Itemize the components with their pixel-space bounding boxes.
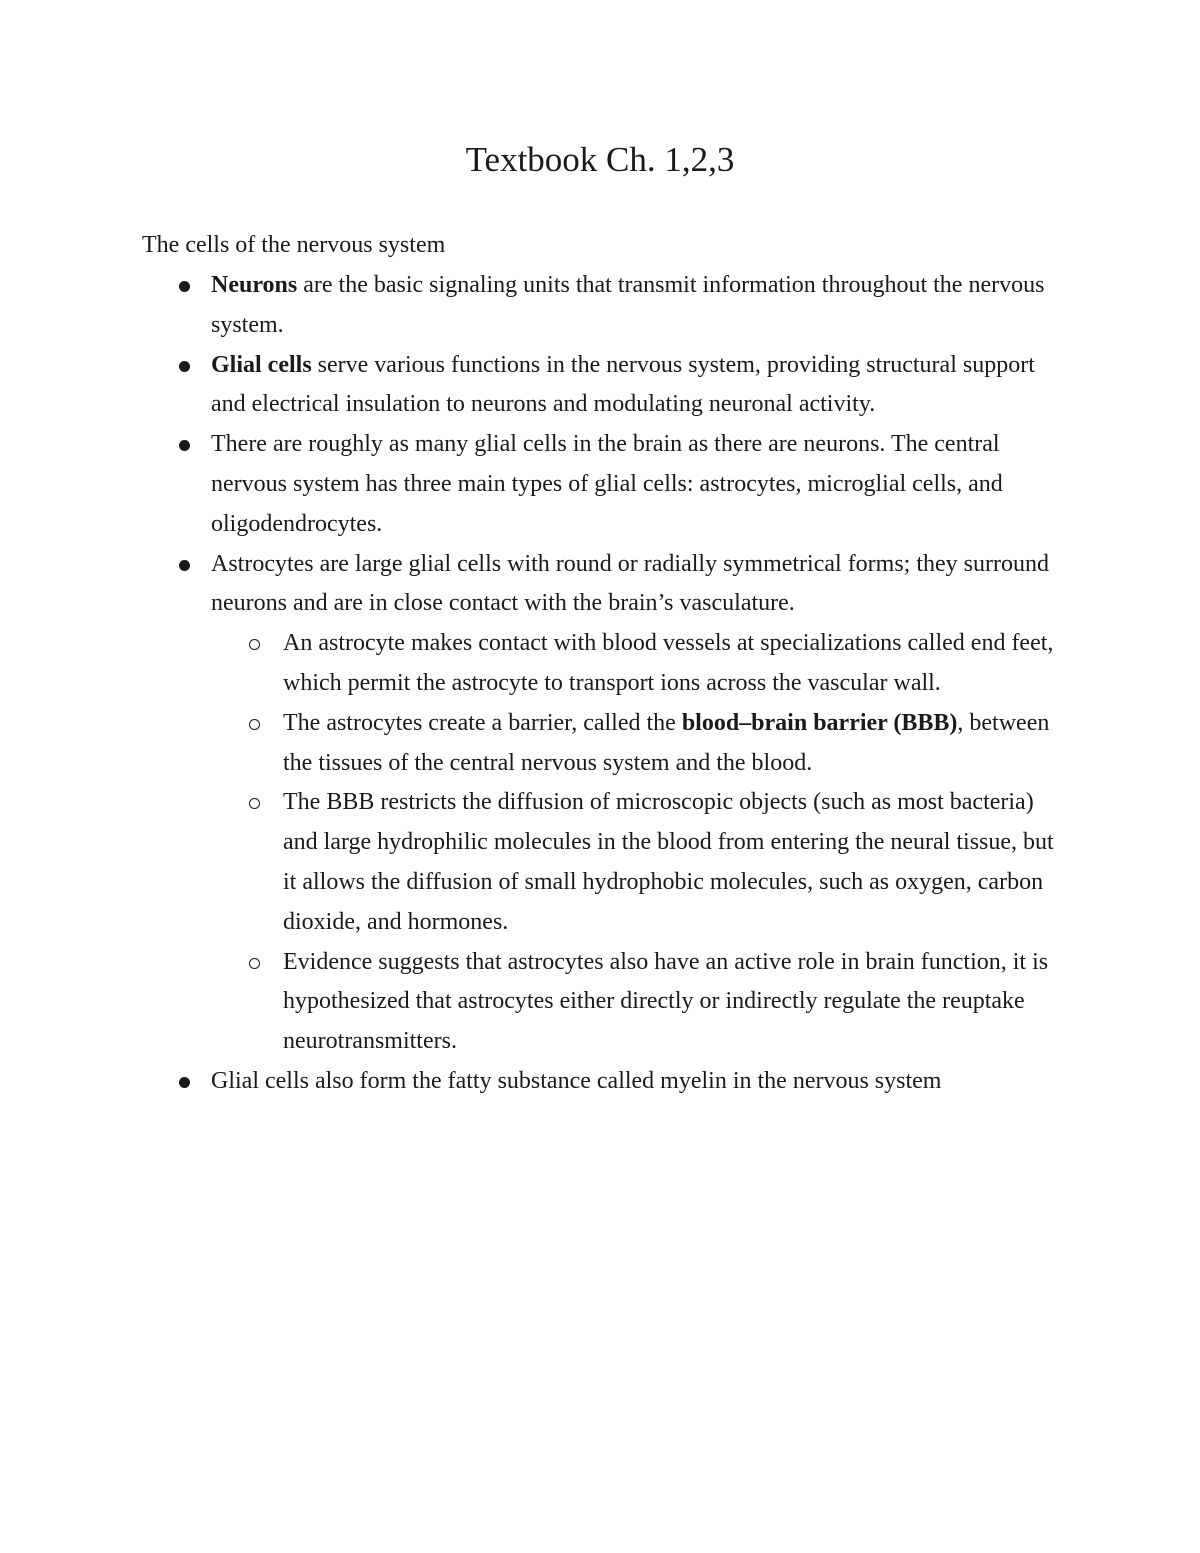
- list-item: [142, 545, 1062, 1062]
- sub-list-item-text: The astrocytes create a barrier, called the: [283, 709, 682, 736]
- bold-term: Glial cells: [211, 351, 312, 378]
- document-title: Textbook Ch. 1,2,3: [465, 140, 735, 179]
- hollow-circle-bullet-icon: [249, 798, 260, 809]
- list-item: [142, 346, 1062, 426]
- hollow-circle-bullet-icon: [249, 958, 260, 969]
- list-item-text: Glial cells also form the fatty substance called myelin in the nervous system: [211, 1067, 942, 1094]
- list-item: [142, 425, 1062, 544]
- bold-term: blood–brain barrier (BBB): [681, 709, 958, 736]
- bold-term: Neurons: [211, 272, 298, 298]
- hollow-circle-bullet-icon: [249, 639, 260, 650]
- bullet-dot-icon: [179, 560, 190, 571]
- sub-list-item-text: Evidence suggests that astrocytes also have an active role in brain function, it is hypothesized that astrocytes either directly or indirectly regulate the reuptake neurotransmitters.: [283, 948, 1049, 1055]
- sub-list-item-text: An astrocyte makes contact with blood vessels at specializations called end feet, which permit the astrocyte to transport ions across the vascular wall.: [283, 630, 1054, 696]
- list-item-text: There are roughly as many glial cells in the brain as there are neurons. The central nervous system has three main types of glial cells: astrocytes, microglial cells, and oligodendrocytes.: [211, 431, 1003, 537]
- sub-list-item: [211, 704, 1062, 784]
- section-heading: [142, 228, 445, 262]
- bullet-dot-icon: [179, 440, 190, 451]
- bullet-dot-icon: [179, 1077, 190, 1088]
- list-item-text: Astrocytes are large glial cells with round or radially symmetrical forms; they surround neurons and are in close contact with the brain’s vasculature.: [211, 550, 1049, 617]
- section-heading-text: The cells of the nervous system: [142, 232, 446, 258]
- bullet-dot-icon: [179, 281, 190, 292]
- bullet-list: [142, 266, 1062, 1102]
- sub-list-item: [211, 943, 1062, 1062]
- bullet-dot-icon: [179, 361, 190, 372]
- list-item: [142, 1062, 1062, 1102]
- sub-list-item-text: The BBB restricts the diffusion of microscopic objects (such as most bacteria) and large hydrophilic molecules in the blood from entering the neural tissue, but it allows the diffusion of small hydrophobic molecules, such as oxygen, carbon dioxide, and hormones.: [283, 789, 1054, 935]
- sub-list-item: [211, 624, 1062, 704]
- list-item: [142, 266, 1062, 346]
- list-item-text: serve various functions in the nervous system, providing structural support and electrical insulation to neurons and modulating neuronal activity.: [211, 351, 1035, 418]
- sub-list-item-text: , between the tissues of the central nervous system and the blood.: [283, 709, 1050, 776]
- list-item-text: are the basic signaling units that transmit information throughout the nervous system.: [211, 272, 1045, 338]
- hollow-circle-bullet-icon: [249, 719, 260, 730]
- sub-list: [211, 624, 1062, 1062]
- sub-list-item: [211, 783, 1062, 942]
